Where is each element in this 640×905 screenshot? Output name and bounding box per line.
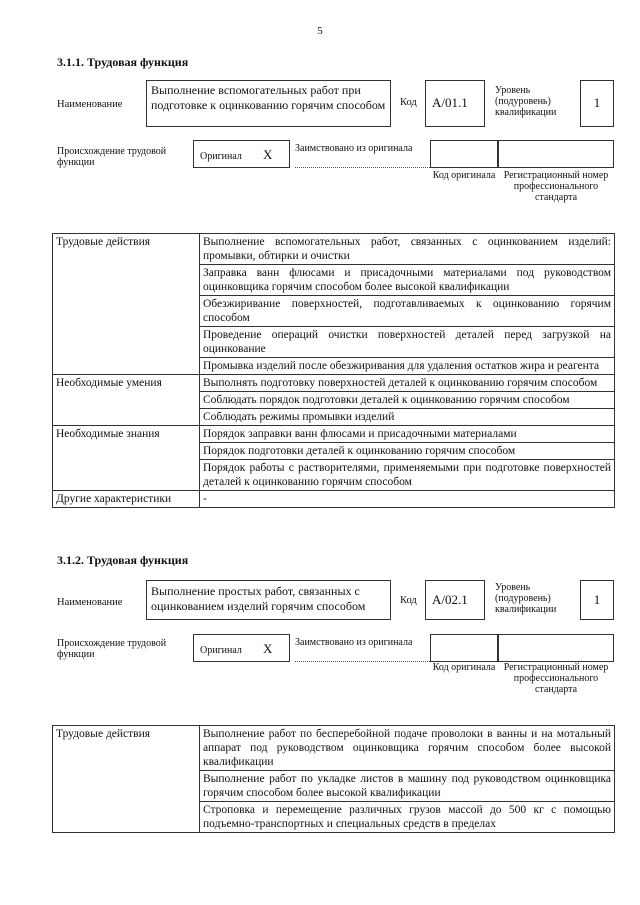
original-mark: X	[263, 641, 273, 656]
code-label: Код	[400, 595, 417, 606]
level-value: 1	[580, 80, 614, 127]
row-header: Необходимые знания	[53, 426, 200, 491]
row-header: Необходимые умения	[53, 375, 200, 426]
level-label: Уровень (подуровень) квалификации	[495, 582, 557, 615]
name-label: Наименование	[57, 99, 123, 110]
function-table	[52, 725, 615, 833]
reg-number-box	[498, 140, 614, 168]
table-row	[53, 375, 615, 392]
table-row	[53, 491, 615, 508]
table-cell: Выполнять подготовку поверхностей деталей к оцинкованию горячим способом	[200, 375, 615, 392]
original-label: Оригинал	[200, 645, 242, 656]
origin-label: Происхождение трудовой функции	[57, 146, 167, 168]
code-label: Код	[400, 97, 417, 108]
section-title: 3.1.1. Трудовая функция	[57, 55, 189, 69]
origin-label: Происхождение трудовой функции	[57, 638, 167, 660]
reg-number-box	[498, 634, 614, 662]
level-label: Уровень (подуровень) квалификации	[495, 85, 557, 118]
table-cell: Порядок заправки ванн флюсами и присадочными материалами	[200, 426, 615, 443]
borrowed-label: Заимствовано из оригинала	[295, 143, 430, 168]
code-orig-label: Код оригинала	[432, 170, 496, 181]
function-name: Выполнение простых работ, связанных с оцинкованием изделий горячим способом	[146, 580, 391, 620]
row-header: Трудовые действия	[53, 726, 200, 833]
table-cell: Соблюдать режимы промывки изделий	[200, 409, 615, 426]
table-cell: Проведение операций очистки поверхностей деталей перед загрузкой на оцинкование	[200, 327, 615, 358]
code-orig-label: Код оригинала	[432, 662, 496, 673]
row-header: Другие характеристики	[53, 491, 200, 508]
section-title: 3.1.2. Трудовая функция	[57, 553, 189, 567]
table-cell: Обезжиривание поверхностей, подготавливаемых к оцинкованию горячим способом	[200, 296, 615, 327]
function-name: Выполнение вспомогательных работ при подготовке к оцинкованию горячим способом	[146, 80, 391, 127]
table-cell: Соблюдать порядок подготовки деталей к оцинкованию горячим способом	[200, 392, 615, 409]
reg-number-label: Регистрационный номер профессионального стандарта	[503, 170, 609, 203]
row-header: Трудовые действия	[53, 234, 200, 375]
original-label: Оригинал	[200, 151, 242, 162]
table-row	[53, 234, 615, 265]
borrowed-label: Заимствовано из оригинала	[295, 637, 430, 662]
code-orig-box	[430, 140, 498, 168]
table-cell: Выполнение вспомогательных работ, связанных с оцинкованием изделий: промывки, обтирки и очистки	[200, 234, 615, 265]
table-cell: Заправка ванн флюсами и присадочными материалами под руководством оцинковщика горячим способом более высокой квалификации	[200, 265, 615, 296]
name-label: Наименование	[57, 597, 123, 608]
table-cell: Выполнение работ по укладке листов в машину под руководством оцинковщика горячим способом более высокой квалификации	[200, 771, 615, 802]
level-value: 1	[580, 580, 614, 620]
page-number: 5	[317, 25, 323, 37]
table-cell: -	[200, 491, 615, 508]
table-cell: Промывка изделий после обезжиривания для удаления остатков жира и реагента	[200, 358, 615, 375]
table-cell: Выполнение работ по бесперебойной подаче проволоки в ванны и на мотальный аппарат под руководством оцинковщика горячим способом более высокой квалификации	[200, 726, 615, 771]
table-row	[53, 426, 615, 443]
original-mark: X	[263, 147, 273, 162]
code-orig-box	[430, 634, 498, 662]
table-row	[53, 726, 615, 771]
table-cell: Порядок подготовки деталей к оцинкованию горячим способом	[200, 443, 615, 460]
code-value: A/01.1	[425, 80, 485, 127]
table-cell: Порядок работы с растворителями, применяемыми при подготовке поверхностей деталей к оцинкованию горячим способом	[200, 460, 615, 491]
reg-number-label: Регистрационный номер профессионального стандарта	[503, 662, 609, 695]
table-cell: Строповка и перемещение различных грузов массой до 500 кг с помощью подъемно-транспортных и специальных средств в пределах	[200, 802, 615, 833]
code-value: A/02.1	[425, 580, 485, 620]
function-table	[52, 233, 615, 508]
